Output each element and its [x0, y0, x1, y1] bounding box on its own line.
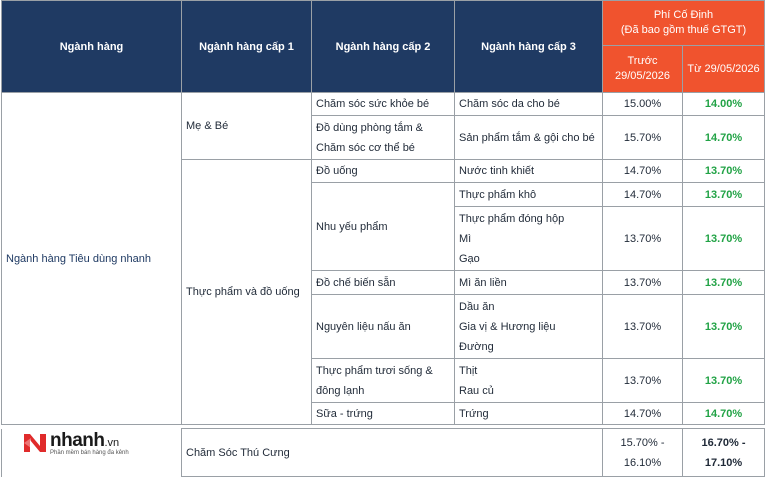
nhanh-logo-icon [22, 430, 48, 456]
fee-after-cell: 14.70% [683, 403, 765, 425]
header-cap2: Ngành hàng cấp 2 [312, 1, 455, 93]
fee-before-cell: 15.00% [603, 93, 683, 116]
cap2-cell: Chăm sóc sức khỏe bé [312, 93, 455, 116]
cap3-line: Gạo [459, 252, 480, 265]
cap2-cell [312, 116, 455, 160]
cap2-cell: Đồ uống [312, 160, 455, 183]
cap2-line: Chăm sóc cơ thể bé [316, 141, 415, 154]
fee-before-cell: 15.70% [603, 116, 683, 160]
header-from: Từ 29/05/2026 [683, 46, 765, 93]
header-before [603, 46, 683, 93]
cap3-line: Mì [459, 232, 472, 245]
cap3-line: Gia vị & Hương liệu [459, 320, 556, 333]
fee-before-l1: 15.70% - [620, 436, 665, 449]
header-fee-subtitle: (Đã bao gồm thuế GTGT) [620, 24, 747, 36]
logo-suffix: .vn [104, 437, 120, 449]
fee-after-cell: 13.70% [683, 207, 765, 271]
fee-after-cell: 13.70% [683, 160, 765, 183]
fee-before-cell: 13.70% [603, 207, 683, 271]
fee-before-cell: 14.70% [603, 183, 683, 207]
fee-after-cell: 13.70% [683, 295, 765, 359]
cap3-cell [455, 359, 603, 403]
cap2-line: đông lạnh [316, 384, 365, 397]
cap3-cell [455, 207, 603, 271]
fee-after-cell [683, 429, 765, 477]
fee-before-cell: 13.70% [603, 271, 683, 295]
cap3-line: Thịt [459, 364, 478, 377]
cap2-cell: Đồ chế biến sẵn [312, 271, 455, 295]
header-before-l2: 29/05/2026 [614, 70, 671, 82]
cap3-cell [455, 295, 603, 359]
fee-after-l1: 16.70% - [701, 436, 746, 449]
fee-after-l2: 17.10% [704, 456, 743, 469]
header-nganh-hang: Ngành hàng [2, 1, 182, 93]
fee-after-cell: 13.70% [683, 183, 765, 207]
cap3-line: Dầu ăn [459, 300, 495, 313]
fee-after-cell: 13.70% [683, 359, 765, 403]
fee-before-l2: 16.10% [623, 456, 662, 469]
header-fee-title: Phí Cố Định [653, 9, 714, 21]
fee-before-cell [603, 429, 683, 477]
cap2-line: Thực phẩm tươi sống & [316, 364, 433, 377]
cap3-cell: Thực phẩm khô [455, 183, 603, 207]
nhanh-logo [22, 430, 129, 456]
logo-brand: nhanh [50, 430, 105, 451]
cap3-cell: Mì ăn liền [455, 271, 603, 295]
cap3-line: Rau củ [459, 384, 494, 397]
cap2-line: Đồ dùng phòng tắm & [316, 121, 424, 134]
header-cap3: Ngành hàng cấp 3 [455, 1, 603, 93]
cap2-cell: Nguyên liệu nấu ăn [312, 295, 455, 359]
nhanh-logo-text [50, 430, 129, 456]
header-cap1: Ngành hàng cấp 1 [182, 1, 312, 93]
logo-tagline: Phần mềm bán hàng đa kênh [50, 450, 129, 456]
table-row [2, 93, 765, 116]
cap1-thu-cung: Chăm Sóc Thú Cưng [182, 429, 603, 477]
fee-after-cell: 13.70% [683, 271, 765, 295]
cap3-line: Đường [459, 340, 494, 353]
cap3-cell: Chăm sóc da cho bé [455, 93, 603, 116]
fee-before-cell: 13.70% [603, 295, 683, 359]
cap1-thuc-pham: Thực phẩm và đồ uống [182, 160, 312, 425]
cap3-line: Thực phẩm đóng hộp [459, 212, 565, 225]
header-fee [603, 1, 765, 46]
fee-before-cell: 13.70% [603, 359, 683, 403]
fee-after-cell: 14.70% [683, 116, 765, 160]
cap3-cell: Nước tinh khiết [455, 160, 603, 183]
fee-before-cell: 14.70% [603, 403, 683, 425]
cap2-cell: Nhu yếu phẩm [312, 183, 455, 271]
cap2-cell: Sữa - trứng [312, 403, 455, 425]
cap2-cell [312, 359, 455, 403]
cap3-cell: Sản phẩm tắm & gội cho bé [455, 116, 603, 160]
fixed-fee-table [1, 0, 765, 425]
main-category-cell: Ngành hàng Tiêu dùng nhanh [2, 93, 182, 425]
header-before-l1: Trước [627, 55, 658, 67]
cap1-me-be: Mẹ & Bé [182, 93, 312, 160]
fee-after-cell: 14.00% [683, 93, 765, 116]
fee-before-cell: 14.70% [603, 160, 683, 183]
cap3-cell: Trứng [455, 403, 603, 425]
